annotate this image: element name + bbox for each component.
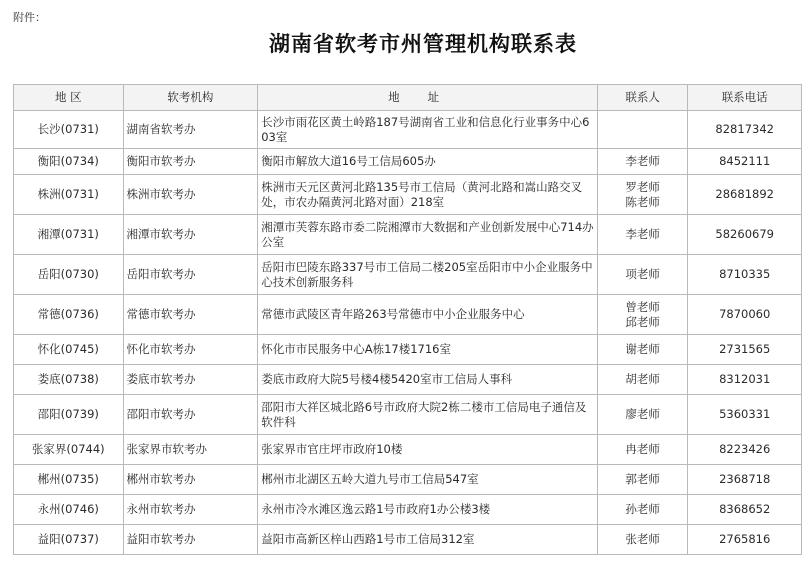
address-cell: 岳阳市巴陵东路337号市工信局二楼205室岳阳市中小企业服务中心技术创新服务科 [258,255,598,295]
org-cell: 常德市软考办 [123,295,258,335]
region-cell: 岳阳(0730) [14,255,124,295]
phone-cell: 82817342 [688,111,802,149]
region-cell: 邵阳(0739) [14,395,124,435]
phone-cell: 8223426 [688,435,802,465]
contact-name: 廖老师 [625,407,660,421]
region-cell: 娄底(0738) [14,365,124,395]
phone-cell: 58260679 [688,215,802,255]
contact-name: 郭老师 [625,472,660,486]
table-row [14,215,802,255]
table-row [14,295,802,335]
contact-cell [597,495,687,525]
org-cell: 益阳市软考办 [123,525,258,555]
region-cell: 益阳(0737) [14,525,124,555]
phone-cell: 8368652 [688,495,802,525]
table-row [14,335,802,365]
org-cell: 郴州市软考办 [123,465,258,495]
phone-cell: 8452111 [688,149,802,175]
phone-cell: 8710335 [688,255,802,295]
contact-name: 孙老师 [625,502,660,516]
table-row [14,175,802,215]
table-body [14,111,802,555]
contact-name: 冉老师 [625,442,660,456]
contact-name: 罗老师 [625,179,660,194]
region-cell: 株洲(0731) [14,175,124,215]
page-title: 湖南省软考市州管理机构联系表 [269,32,577,56]
header-address [258,85,598,111]
org-cell: 娄底市软考办 [123,365,258,395]
org-cell: 衡阳市软考办 [123,149,258,175]
phone-cell: 8312031 [688,365,802,395]
contact-cell [597,295,687,335]
org-cell: 张家界市软考办 [123,435,258,465]
address-cell: 郴州市北湖区五岭大道九号市工信局547室 [258,465,598,495]
address-cell: 邵阳市大祥区城北路6号市政府大院2栋二楼市工信局电子通信及软件科 [258,395,598,435]
contact-name: 谢老师 [625,342,660,356]
address-cell: 株洲市天元区黄河北路135号市工信局（黄河北路和嵩山路交叉处，市农办隔黄河北路对面）218室 [258,175,598,215]
org-cell: 湘潭市软考办 [123,215,258,255]
address-cell: 长沙市雨花区黄土岭路187号湖南省工业和信息化行业事务中心603室 [258,111,598,149]
table-row [14,435,802,465]
contact-name: 李老师 [625,227,660,241]
org-cell: 永州市软考办 [123,495,258,525]
contact-name: 项老师 [625,267,660,281]
phone-cell: 2731565 [688,335,802,365]
table-row [14,111,802,149]
header-phone: 联系电话 [688,85,802,111]
contact-cell [597,395,687,435]
contact-name: 胡老师 [625,372,660,386]
table-row [14,525,802,555]
table-row [14,495,802,525]
contact-cell [597,465,687,495]
table-row [14,465,802,495]
header-org: 软考机构 [123,85,258,111]
contact-name: 张老师 [625,532,660,546]
phone-cell: 2765816 [688,525,802,555]
contact-cell [597,149,687,175]
contacts-table [13,84,802,555]
address-cell: 张家界市官庄坪市政府10楼 [258,435,598,465]
table-row [14,365,802,395]
header-address-label: 地址 [388,90,468,104]
contact-cell [597,365,687,395]
contact-name: 陈老师 [625,194,660,209]
address-cell: 益阳市高新区梓山西路1号市工信局312室 [258,525,598,555]
region-cell: 常德(0736) [14,295,124,335]
address-cell: 永州市冷水滩区逸云路1号市政府1办公楼3楼 [258,495,598,525]
table-row [14,255,802,295]
address-cell: 衡阳市解放大道16号工信局605办 [258,149,598,175]
phone-cell: 7870060 [688,295,802,335]
address-cell: 湘潭市芙蓉东路市委二院湘潭市大数据和产业创新发展中心714办公室 [258,215,598,255]
region-cell: 郴州(0735) [14,465,124,495]
contact-cell [597,525,687,555]
contact-cell [597,175,687,215]
phone-cell: 28681892 [688,175,802,215]
contact-cell [597,435,687,465]
org-cell: 株洲市软考办 [123,175,258,215]
contact-cell [597,335,687,365]
region-cell: 怀化(0745) [14,335,124,365]
address-cell: 常德市武陵区青年路263号常德市中小企业服务中心 [258,295,598,335]
contact-cell [597,111,687,149]
contact-name: 李老师 [625,154,660,168]
phone-cell: 2368718 [688,465,802,495]
contact-name: 邱老师 [625,314,660,329]
address-cell: 怀化市市民服务中心A栋17楼1716室 [258,335,598,365]
region-cell: 张家界(0744) [14,435,124,465]
header-region: 地 区 [14,85,124,111]
region-cell: 衡阳(0734) [14,149,124,175]
contact-cell [597,255,687,295]
region-cell: 永州(0746) [14,495,124,525]
contact-name: 曾老师 [625,299,660,314]
table-row [14,149,802,175]
region-cell: 湘潭(0731) [14,215,124,255]
org-cell: 邵阳市软考办 [123,395,258,435]
header-contact: 联系人 [597,85,687,111]
attachment-label: 附件： [13,11,46,24]
contact-cell [597,215,687,255]
address-cell: 娄底市政府大院5号楼4楼5420室市工信局人事科 [258,365,598,395]
org-cell: 岳阳市软考办 [123,255,258,295]
table-row [14,395,802,435]
region-cell: 长沙(0731) [14,111,124,149]
table-header-row [14,85,802,111]
org-cell: 怀化市软考办 [123,335,258,365]
phone-cell: 5360331 [688,395,802,435]
org-cell: 湖南省软考办 [123,111,258,149]
